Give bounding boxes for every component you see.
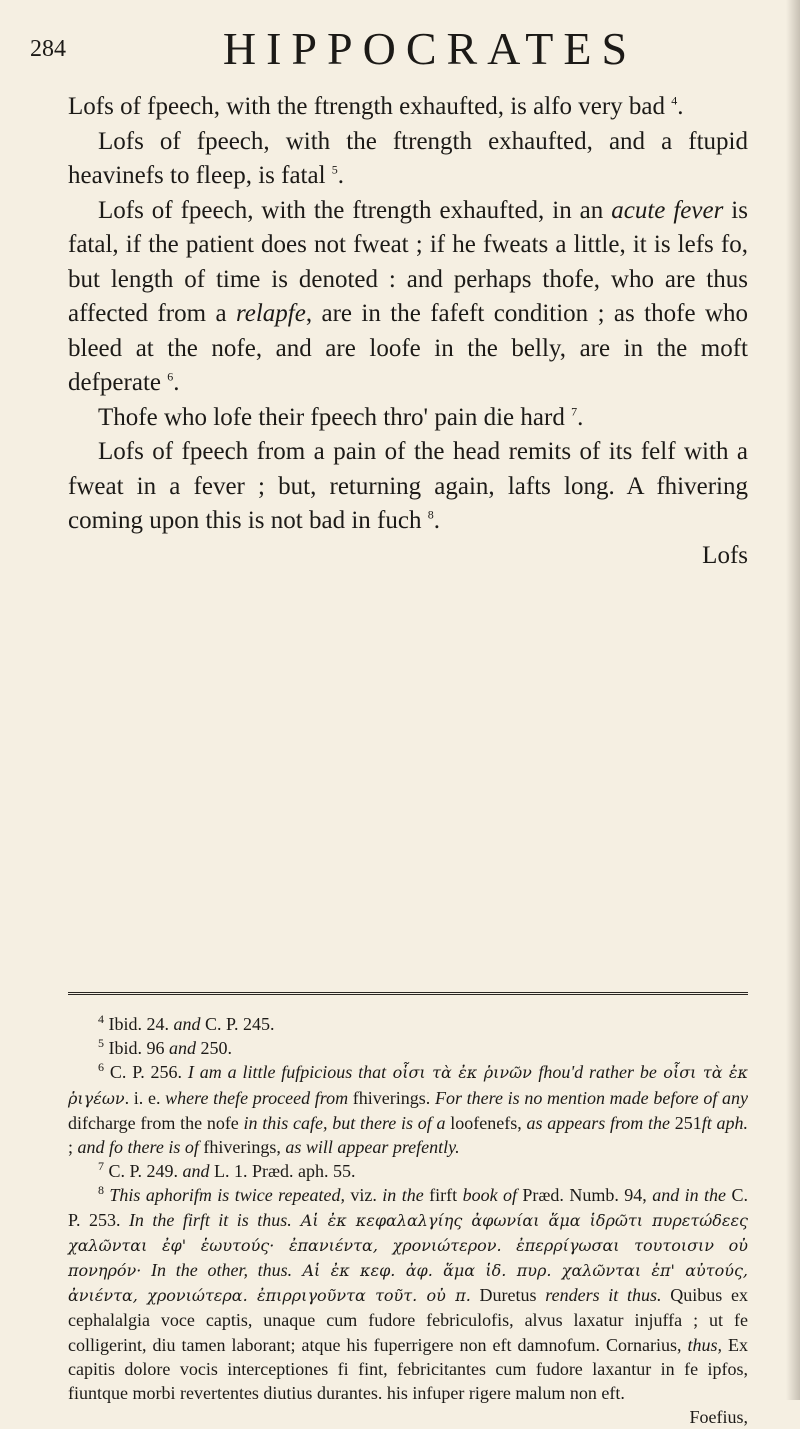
footnote-ref-7[interactable]: 7 bbox=[571, 404, 578, 419]
paragraph-5: Lofs of fpeech from a pain of the head remits of its felf with a fweat in a fever ; but, returning again, lafts long. A fhivering coming upon this is not bad in fuch $^8$. bbox=[68, 438, 748, 534]
footnote-4: $^4$ Ibid. 24. and C. P. 245. bbox=[98, 1012, 275, 1034]
page-edge-shadow bbox=[786, 0, 800, 1400]
paragraph-4: Thofe who lofe their fpeech thro' pain die hard $^7$. bbox=[98, 403, 584, 431]
paragraph-3: Lofs of fpeech, with the ftrength exhaufted, in an acute fever is fatal, if the patient does not fweat ; if he fweats a little, it is lefs fo, but length of time is denoted : and perhaps thofe, who are thus affected from a relapfe, are in the fafeft condition ; as thofe who bleed at the nofe, and are loofe in the belly, are in the moft defperate $^6$. bbox=[68, 196, 748, 396]
footnote-ref-6[interactable]: 6 bbox=[167, 369, 174, 384]
running-title: HIPPOCRATES bbox=[222, 23, 638, 74]
footnote-6: $^6$ C. P. 256. I am a little fufpicious that οἷσι τὰ ἐκ ῥινῶν fhou'd rather be οἷσι τὰ ἐκ ῥιγέων. i. e. where thefe proceed from fhiverings. For there is no mention made before of any difcharge from the nofe in this cafe, but there is of a loofenefs, as appears from the 251ft aph. ; and fo there is of fhiverings, as will appear prefently. bbox=[68, 1060, 749, 1158]
catchword: Lofs bbox=[702, 541, 748, 569]
main-text bbox=[68, 90, 748, 573]
footnote-ref-8[interactable]: 8 bbox=[427, 507, 434, 522]
footnote-divider bbox=[68, 992, 748, 995]
footnote-7: $^7$ C. P. 249. and L. 1. Præd. aph. 55. bbox=[98, 1159, 356, 1182]
page-number: 284 bbox=[30, 36, 66, 62]
footnote-catchword: Foefius, bbox=[689, 1407, 748, 1428]
page-header bbox=[30, 22, 770, 72]
relapse-term: relapfe bbox=[235, 300, 306, 327]
footnote-ref-4[interactable]: 4 bbox=[671, 93, 678, 108]
paragraph-2: Lofs of fpeech, with the ftrength exhaufted, and a ftupid heavinefs to fleep, is fatal $^5$. bbox=[68, 127, 748, 189]
paragraph-1: Lofs of fpeech, with the ftrength exhaufted, is alfo very bad $^4$. bbox=[68, 93, 684, 120]
footnote-8: $^8$ This aphorifm is twice repeated, viz. in the firft book of Præd. Numb. 94, and in the C. P. 253. In the firft it is thus. Αἱ ἐκ κεφαλαλγίης ἀφωνίαι ἅμα ἱδρῶτι πυρετώδεες χαλῶνται ἐφ' ἑωυτούς· ἐπανιέντα, χρονιώτερον. ἐπερρίγωσαι τουτοισιν οὐ πονηρόν· In the other, thus. Αἱ ἐκ κεφ. ἀφ. ἅμα ἱδ. πυρ. χαλῶνται ἐπ' αὐτούς, ἀνιέντα, χρονιώτερα. ἐπιρριγοῦντα τοῦτ. οὐ π. Duretus renders it thus. Quibus ex cephalalgia voce captis, unaque cum fudore febriculofis, alvus laxatur injuffa ; ut fe colligerint, diu tamen laborant; atque his fuperrigere non eft damnofum. Cornarius, thus, Ex capitis dolore vocis interceptiones fi fint, febricitantes cum fudore laxantur in fe ipfos, fiuntque morbi revertentes diutius durantes. his infuper rigere malum non eft. bbox=[68, 1183, 749, 1404]
acute-fever-term: acute fever bbox=[611, 196, 724, 224]
footnotes bbox=[68, 1012, 748, 1429]
footnote-5: $^5$ Ibid. 96 and 250. bbox=[98, 1036, 232, 1059]
footnote-ref-5[interactable]: 5 bbox=[331, 162, 338, 177]
